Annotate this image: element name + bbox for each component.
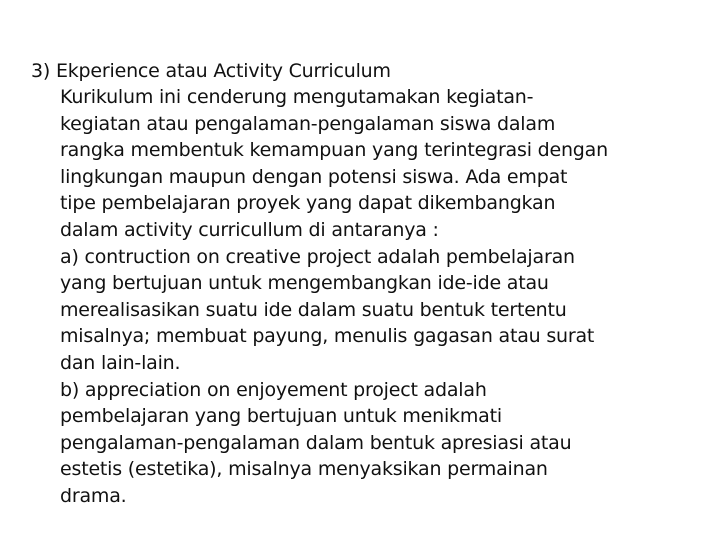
text-line: yang bertujuan untuk mengembangkan ide-ide atau — [60, 272, 549, 295]
text-line: merealisasikan suatu ide dalam suatu bentuk tertentu — [60, 298, 567, 321]
text-line: dalam activity curricullum di antaranya : — [60, 218, 439, 241]
text-line: a) contruction on creative project adalah pembelajaran — [60, 245, 575, 268]
text-line: b) appreciation on enjoyement project adalah — [60, 378, 487, 401]
text-line: pengalaman-pengalaman dalam bentuk apresiasi atau — [60, 431, 572, 454]
section-heading: 3) Ekperience atau Activity Curriculum — [31, 60, 391, 82]
text-line: dan lain-lain. — [60, 351, 181, 374]
text-line: tipe pembelajaran proyek yang dapat dikembangkan — [60, 192, 556, 215]
text-line: Kurikulum ini cenderung mengutamakan kegiatan- — [60, 86, 534, 108]
text-line: drama. — [60, 484, 127, 507]
text-line: pembelajaran yang bertujuan untuk menikmati — [60, 405, 502, 428]
text-line: misalnya; membuat payung, menulis gagasan atau surat — [60, 325, 595, 348]
body-text — [60, 84, 710, 510]
text-line: lingkungan maupun dengan potensi siswa. Ada empat — [60, 165, 568, 188]
text-line: kegiatan atau pengalaman-pengalaman siswa dalam — [60, 112, 556, 135]
text-line: rangka membentuk kemampuan yang terintegrasi dengan — [60, 139, 608, 162]
text-line: estetis (estetika), misalnya menyaksikan permainan — [60, 458, 548, 481]
